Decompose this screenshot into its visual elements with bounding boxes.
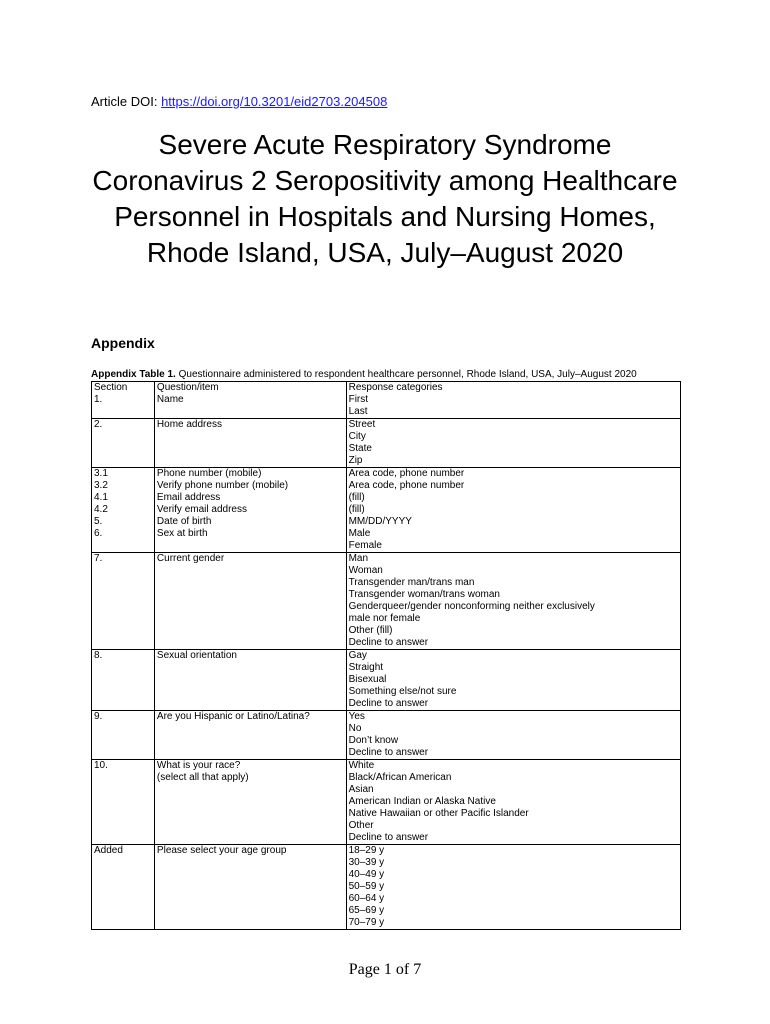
doi-link[interactable]: https://doi.org/10.3201/eid2703.204508 [161,94,388,109]
response-category: Native Hawaiian or other Pacific Islander [348,808,529,819]
cell-question: Email address [154,492,346,504]
table-row [92,480,681,492]
response-category: male nor female [348,613,421,624]
response-category: Other [348,820,374,831]
cell-section: 5. [92,516,155,528]
response-category: Woman [348,565,383,576]
response-category: Decline to answer [348,832,429,843]
cell-question: Sex at birth [154,528,346,553]
cell-responses [346,650,680,711]
response-category: 40–49 y [348,869,385,880]
cell-question: Sexual orientation [154,650,346,711]
response-category: Bisexual [348,674,387,685]
cell-responses [346,516,680,528]
response-category: (fill) [348,492,365,503]
response-category: 50–59 y [348,881,385,892]
table-row [92,650,681,711]
response-category: MM/DD/YYYY [348,516,412,527]
cell-question: Verify phone number (mobile) [154,480,346,492]
response-category: Transgender man/trans man [348,577,475,588]
response-category: Yes [348,711,365,722]
table-caption-label: Appendix Table 1. [91,369,176,380]
cell-responses [346,760,680,845]
page-number: Page 1 of 7 [348,961,422,978]
cell-section: 1. [92,394,155,419]
cell-section: 10. [92,760,155,845]
response-category: State [348,443,372,454]
table-row [92,845,681,930]
response-category: First [348,394,369,405]
doi-label: Article DOI: [91,94,162,109]
table-body [92,394,681,930]
cell-section: 3.2 [92,480,155,492]
response-category: Street [348,419,376,430]
table-row [92,492,681,504]
cell-responses [346,553,680,650]
response-category: 60–64 y [348,893,385,904]
response-category: Something else/not sure [348,686,457,697]
table-row [92,419,681,468]
response-category: Decline to answer [348,747,429,758]
response-category: Gay [348,650,367,661]
response-category: Decline to answer [348,637,429,648]
response-category: Female [348,540,382,551]
cell-section: 2. [92,419,155,468]
response-category: 30–39 y [348,857,385,868]
response-category: Man [348,553,369,564]
cell-responses [346,711,680,760]
table-row [92,528,681,553]
table-caption-text: Questionnaire administered to respondent healthcare personnel, Rhode Island, USA, July–August 2020 [175,369,637,380]
cell-responses [346,492,680,504]
response-category: Don’t know [348,735,399,746]
cell-section: 4.1 [92,492,155,504]
response-category: 65–69 y [348,905,385,916]
column-header-question: Question/item [154,382,346,395]
cell-responses [346,480,680,492]
cell-section: 3.1 [92,468,155,481]
cell-responses [346,419,680,468]
column-header-responses: Response categories [346,382,680,395]
table-row [92,711,681,760]
article-title: Severe Acute Respiratory Syndrome Coronavirus 2 Seropositivity among Healthcare Personnel in Hospitals and Nursing Homes, Rhode Island, USA, July–August 2020 [92,129,678,268]
response-category: Asian [348,784,374,795]
cell-section: 4.2 [92,504,155,516]
response-category: Other (fill) [348,625,393,636]
cell-section: 6. [92,528,155,553]
table-row [92,553,681,650]
response-category: White [348,760,375,771]
response-category: American Indian or Alaska Native [348,796,496,807]
table-row [92,504,681,516]
response-category: City [348,431,366,442]
response-category: Genderqueer/gender nonconforming neither exclusively [348,601,595,612]
cell-question: Name [154,394,346,419]
column-header-section: Section [92,382,155,395]
response-category: Area code, phone number [348,480,465,491]
table-caption [91,369,637,381]
cell-responses [346,845,680,930]
response-category: Black/African American [348,772,452,783]
response-category: (fill) [348,504,365,515]
cell-section: Added [92,845,155,930]
appendix-heading: Appendix [91,335,155,351]
cell-section: 7. [92,553,155,650]
article-doi [91,94,387,109]
response-category: Male [348,528,371,539]
table-row [92,394,681,419]
response-category: Decline to answer [348,698,429,709]
table-row [92,760,681,845]
table-row [92,516,681,528]
cell-responses [346,394,680,419]
response-category: No [348,723,362,734]
table-row [92,468,681,481]
cell-question: Please select your age group [154,845,346,930]
cell-question: Phone number (mobile) [154,468,346,481]
table-header-row [92,382,681,395]
response-category: Transgender woman/trans woman [348,589,500,600]
cell-responses [346,528,680,553]
response-category: 18–29 y [348,845,385,856]
response-category: Area code, phone number [348,468,465,479]
cell-question: Current gender [154,553,346,650]
cell-question: Home address [154,419,346,468]
cell-question: Are you Hispanic or Latino/Latina? [154,711,346,760]
response-category: 70–79 y [348,917,385,928]
response-category: Last [348,406,368,417]
questionnaire-table [91,381,681,930]
cell-responses [346,468,680,481]
cell-section: 8. [92,650,155,711]
cell-question: Verify email address [154,504,346,516]
cell-responses [346,504,680,516]
cell-question: What is your race? (select all that apply) [154,760,346,845]
response-category: Straight [348,662,384,673]
cell-section: 9. [92,711,155,760]
cell-question: Date of birth [154,516,346,528]
response-category: Zip [348,455,363,466]
